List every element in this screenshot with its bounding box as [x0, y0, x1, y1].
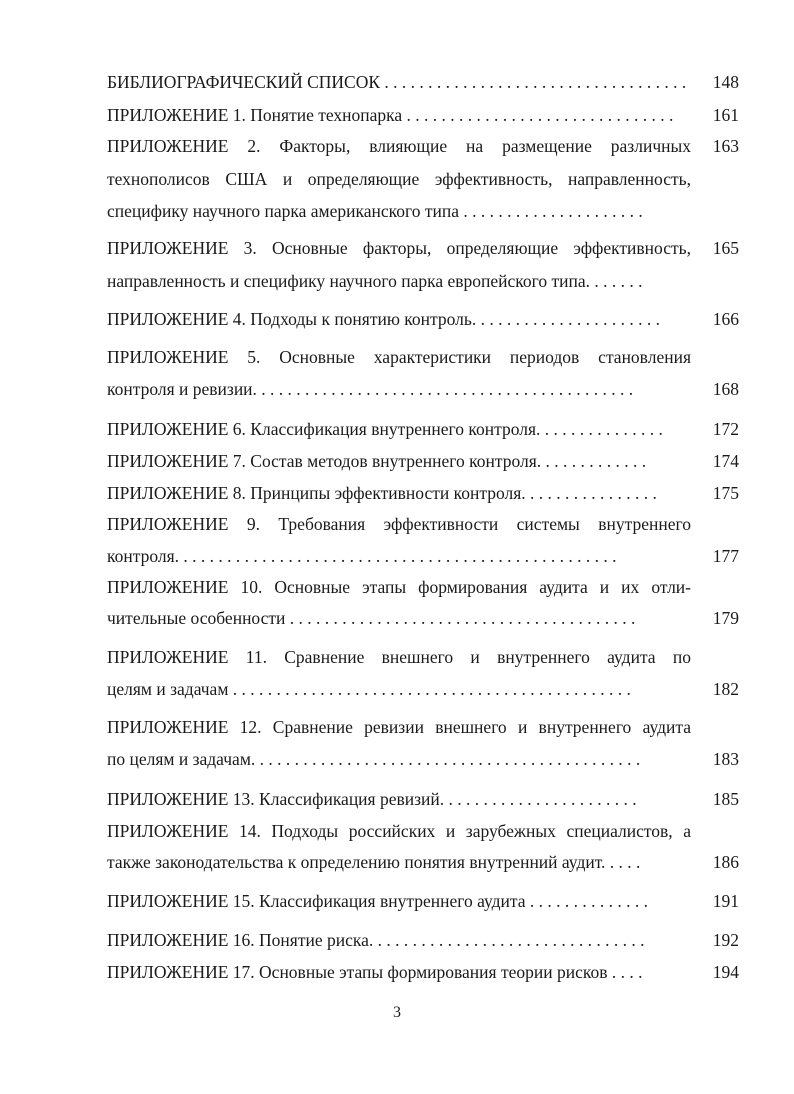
toc-entry-appendix-11-line-1: ПРИЛОЖЕНИЕ 11. Сравнение внешнего и внутреннего аудита по: [107, 647, 691, 667]
toc-entry-appendix-8: ПРИЛОЖЕНИЕ 8. Принципы эффективности контроля. . . . . . . . . . . . . . . .: [107, 483, 657, 503]
toc-page-appendix-15: 191: [712, 891, 739, 911]
toc-entry-appendix-9-line-1: ПРИЛОЖЕНИЕ 9. Требования эффективности системы внутреннего: [107, 514, 691, 534]
toc-entry-appendix-10-line-2: чительные особенности . . . . . . . . . . . . . . . . . . . . . . . . . . . . . . . . . . . . . . . .: [107, 608, 636, 628]
toc-entry-appendix-13: ПРИЛОЖЕНИЕ 13. Классификация ревизий. . . . . . . . . . . . . . . . . . . . . . .: [107, 789, 637, 809]
toc-page-appendix-4: 166: [712, 309, 739, 329]
toc-entry-appendix-2-line-2: технополисов США и определяющие эффективность, направленность,: [107, 169, 691, 189]
toc-entry-appendix-7: ПРИЛОЖЕНИЕ 7. Состав методов внутреннего контроля. . . . . . . . . . . . .: [107, 451, 647, 471]
toc-entry-appendix-15: ПРИЛОЖЕНИЕ 15. Классификация внутреннего аудита . . . . . . . . . . . . . .: [107, 891, 649, 911]
toc-entry-appendix-6: ПРИЛОЖЕНИЕ 6. Классификация внутреннего контроля. . . . . . . . . . . . . . .: [107, 419, 663, 439]
toc-page-appendix-8: 175: [712, 483, 739, 503]
toc-entry-appendix-3-line-1: ПРИЛОЖЕНИЕ 3. Основные факторы, определяющие эффективность,: [107, 238, 691, 258]
toc-page-appendix-11: 182: [712, 679, 739, 699]
toc-entry-appendix-16: ПРИЛОЖЕНИЕ 16. Понятие риска. . . . . . . . . . . . . . . . . . . . . . . . . . . . . . . .: [107, 930, 645, 950]
toc-page-appendix-9: 177: [712, 546, 739, 566]
toc-entry-appendix-10-line-1: ПРИЛОЖЕНИЕ 10. Основные этапы формирования аудита и их отли-: [107, 577, 691, 597]
toc-entry-appendix-11-line-2: целям и задачам . . . . . . . . . . . . . . . . . . . . . . . . . . . . . . . . . . . . . . . . . . . . . .: [107, 679, 631, 699]
toc-page-appendix-7: 174: [712, 451, 739, 471]
toc-entry-appendix-4: ПРИЛОЖЕНИЕ 4. Подходы к понятию контроль. . . . . . . . . . . . . . . . . . . . . .: [107, 309, 661, 329]
page-number: 3: [393, 1004, 401, 1021]
toc-page-bibliography: 148: [712, 72, 739, 92]
toc-entry-appendix-17: ПРИЛОЖЕНИЕ 17. Основные этапы формирования теории рисков . . . .: [107, 962, 643, 982]
toc-entry-appendix-2-line-1: ПРИЛОЖЕНИЕ 2. Факторы, влияющие на размещение различных: [107, 136, 691, 156]
toc-page-appendix-10: 179: [712, 608, 739, 628]
toc-entry-appendix-12-line-1: ПРИЛОЖЕНИЕ 12. Сравнение ревизии внешнего и внутреннего аудита: [107, 717, 691, 737]
toc-entry-appendix-14-line-1: ПРИЛОЖЕНИЕ 14. Подходы российских и зарубежных специалистов, а: [107, 821, 691, 841]
toc-page-appendix-1: 161: [712, 105, 739, 125]
toc-page-appendix-5: 168: [712, 379, 739, 399]
toc-page-appendix-6: 172: [712, 419, 739, 439]
toc-entry-bibliography: БИБЛИОГРАФИЧЕСКИЙ СПИСОК . . . . . . . . . . . . . . . . . . . . . . . . . . . . . . . . . . .: [107, 72, 687, 92]
toc-entry-appendix-3-line-2: направленность и специфику научного парка европейского типа. . . . . . .: [107, 271, 643, 291]
toc-page-appendix-2: 163: [712, 136, 739, 156]
toc-page-appendix-3: 165: [712, 238, 739, 258]
toc-entry-appendix-9-line-2: контроля. . . . . . . . . . . . . . . . . . . . . . . . . . . . . . . . . . . . . . . . . . . . . . . . . . .: [107, 546, 617, 566]
toc-entry-appendix-1: ПРИЛОЖЕНИЕ 1. Понятие технопарка . . . . . . . . . . . . . . . . . . . . . . . . . . . . . . .: [107, 105, 674, 125]
toc-entry-appendix-12-line-2: по целям и задачам. . . . . . . . . . . . . . . . . . . . . . . . . . . . . . . . . . . . . . . . . . . . .: [107, 749, 641, 769]
toc-entry-appendix-14-line-2: также законодательства к определению понятия внутренний аудит. . . . .: [107, 852, 641, 872]
toc-entry-appendix-5-line-2: контроля и ревизии. . . . . . . . . . . . . . . . . . . . . . . . . . . . . . . . . . . . . . . . . . . .: [107, 379, 634, 399]
toc-page-appendix-17: 194: [712, 962, 739, 982]
toc-page-appendix-13: 185: [712, 789, 739, 809]
toc-page-appendix-12: 183: [712, 749, 739, 769]
toc-entry-appendix-5-line-1: ПРИЛОЖЕНИЕ 5. Основные характеристики периодов становления: [107, 347, 691, 367]
toc-entry-appendix-2-line-3: специфику научного парка американского типа . . . . . . . . . . . . . . . . . . . . .: [107, 201, 643, 221]
toc-page-appendix-16: 192: [712, 930, 739, 950]
toc-page-appendix-14: 186: [712, 852, 739, 872]
